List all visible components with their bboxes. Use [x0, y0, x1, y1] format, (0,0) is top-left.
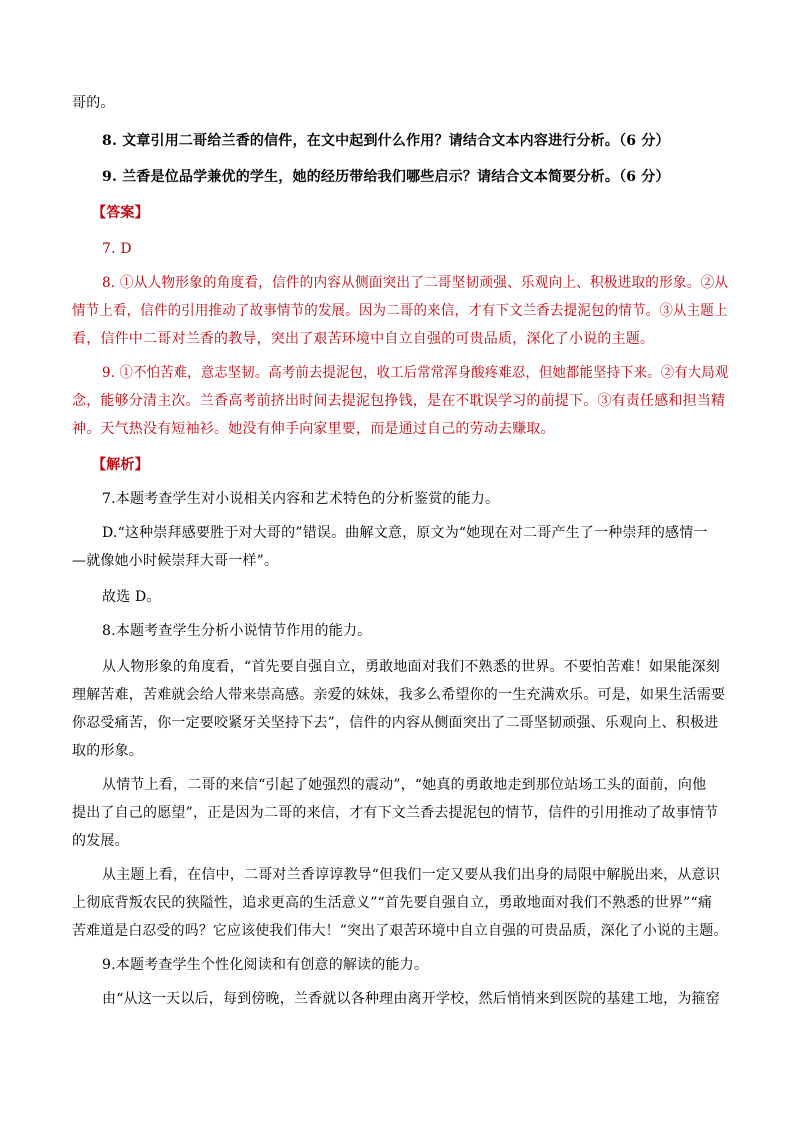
question-9: 9. 兰香是位品学兼优的学生，她的经历带给我们哪些启示？请结合文本简要分析。（6 分） — [102, 169, 670, 185]
analysis-9-line: 由“从这一天以后，每到傍晚，兰香就以各种理由离开学校，然后悄悄来到医院的基建工地，为箍窑 — [102, 991, 720, 1007]
analysis-7-line: —就像她小时候崇拜大哥一样”。 — [72, 553, 279, 569]
answer-heading: 【答案】 — [92, 205, 149, 221]
analysis-heading: 【解析】 — [92, 457, 149, 473]
analysis-7-intro: 7.本题考查学生对小说相关内容和艺术特色的分析鉴赏的能力。 — [102, 491, 500, 507]
analysis-8-line: 提出了自己的愿望”，正是因为二哥的来信，才有下文兰香去提泥包的情节，信件的引用推动了故事情节 — [72, 805, 719, 821]
analysis-8-line: 取的形象。 — [72, 743, 143, 759]
answer-9-line: 神。天气热没有短袖衫。她没有伸手向家里要，而是通过自己的劳动去赚取。 — [72, 421, 555, 437]
analysis-8-line: 从人物形象的角度看，“首先要自强自立，勇敢地面对我们不熟悉的世界。不要怕苦难！如果能深刻 — [102, 659, 720, 675]
answer-7: 7. D — [102, 241, 132, 257]
analysis-8-line: 苦难道是白忍受的吗？它应该使我们伟大！”突出了艰苦环境中自立自强的可贵品质，深化了小说的主题。 — [72, 923, 728, 939]
analysis-8-line: 上彻底背叛农民的狭隘性，追求更高的生活意义”“首先要自强自立，勇敢地面对我们不熟悉的世界”“痛 — [72, 895, 713, 911]
answer-9-line: 9. ①不怕苦难，意志坚韧。高考前去提泥包，收工后常常浑身酸疼难忍，但她都能坚持下来。②有大局观 — [102, 365, 729, 381]
analysis-7-line: D.“这种崇拜感要胜于对大哥的”错误。曲解文意，原文为“她现在对二哥产生了一种崇拜的感情一 — [102, 525, 708, 541]
analysis-8-intro: 8.本题考查学生分析小说情节作用的能力。 — [102, 623, 372, 639]
analysis-8-line: 从情节上看，二哥的来信“引起了她强烈的震动”，“她真的勇敢地走到那位站场工头的面前，向他 — [102, 777, 707, 793]
analysis-8-line: 你忍受痛苦，你一定要咬紧牙关坚持下去”，信件的内容从侧面突出了二哥坚韧顽强、乐观向上、积极进 — [72, 715, 719, 731]
analysis-8-line: 理解苦难，苦难就会给人带来崇高感。亲爱的妹妹，我多么希望你的一生充满欢乐。可是，如果生活需要 — [72, 687, 726, 703]
text-line: 哥的。 — [72, 95, 115, 111]
analysis-7-choice: 故选 D。 — [102, 589, 161, 605]
analysis-9-intro: 9.本题考查学生个性化阅读和有创意的解读的能力。 — [102, 957, 429, 973]
answer-8-line: 8. ①从人物形象的角度看，信件的内容从侧面突出了二哥坚韧顽强、乐观向上、积极进取的形象。②从 — [102, 275, 729, 291]
question-8: 8. 文章引用二哥给兰香的信件，在文中起到什么作用？请结合文本内容进行分析。（6 分） — [102, 133, 670, 149]
analysis-8-line: 的发展。 — [72, 833, 129, 849]
answer-8-line: 情节上看，信件的引用推动了故事情节的发展。因为二哥的来信，才有下文兰香去提泥包的情节。③从主题上 — [72, 303, 728, 319]
answer-9-line: 念，能够分清主次。兰香高考前挤出时间去提泥包挣钱，是在不耽误学习的前提下。③有责任感和担当精 — [72, 393, 726, 409]
analysis-8-line: 从主题上看，在信中，二哥对兰香谆谆教导“但我们一定又要从我们出身的局限中解脱出来，从意识 — [102, 867, 720, 883]
answer-8-line: 看，信件中二哥对兰香的教导，突出了艰苦环境中自立自强的可贵品质，深化了小说的主题。 — [72, 331, 655, 347]
